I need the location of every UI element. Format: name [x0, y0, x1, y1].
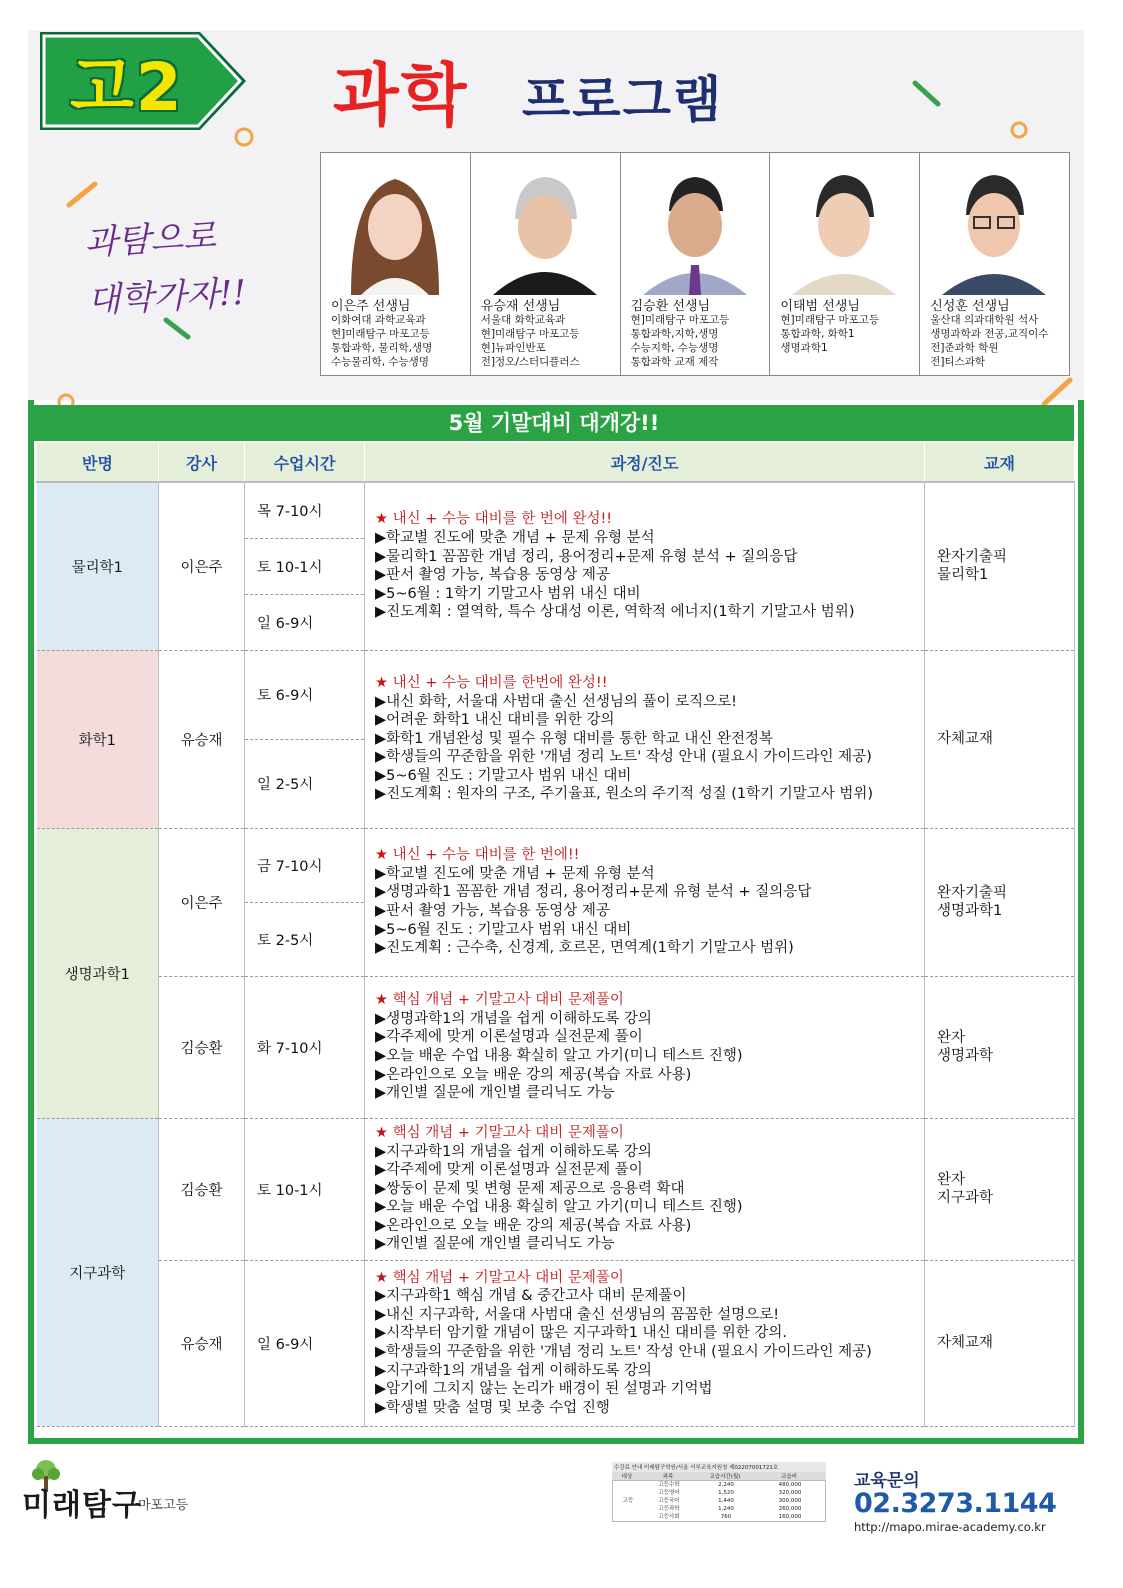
teacher-info-line: 통합과학, 화학1: [780, 328, 855, 340]
teacher-card: [321, 153, 471, 375]
teacher-info: [631, 313, 730, 369]
teacher-cell: 유승재: [159, 1260, 245, 1426]
star-icon: ★: [375, 992, 388, 1009]
star-icon: ★: [375, 847, 388, 864]
curriculum-headline: [375, 1124, 916, 1143]
fee-row: [643, 1489, 825, 1497]
time-cell: 일 6-9시: [245, 1260, 365, 1426]
contact-label: 교육문의: [854, 1471, 920, 1491]
curriculum-line: ▶지구과학1의 개념을 쉽게 이해하도록 강의: [375, 1362, 652, 1379]
teacher-info-line: 현]미래탐구 마포고등: [630, 314, 730, 326]
teacher-info-line: 수능물리학, 수능생명: [331, 356, 429, 368]
fee-row: [643, 1513, 825, 1521]
teacher-cell: 이은주: [159, 828, 245, 976]
textbook-line: 완자: [937, 1030, 966, 1046]
curriculum-line: ▶학교별 진도에 맞춘 개념 + 문제 유형 분석: [375, 530, 655, 547]
fee-cell: 300,000: [778, 1498, 802, 1504]
page-subtitle: 프로그램: [522, 71, 724, 129]
curriculum-line: ▶진도계획 : 열역학, 특수 상대성 이론, 역학적 에너지(1학기 기말고사 범위): [375, 604, 855, 621]
table-row: [37, 1260, 1075, 1426]
textbook-cell: [925, 828, 1075, 976]
curriculum-line: ▶내신 지구과학, 서울대 사범대 출신 선생님의 꼼꼼한 설명으로!: [375, 1306, 780, 1323]
table-row: [37, 828, 1075, 902]
time-cell: 토 6-9시: [245, 650, 365, 739]
fee-row: [643, 1497, 825, 1505]
curriculum-headline: [375, 510, 916, 529]
fee-header: 과목: [662, 1474, 674, 1480]
table-row: [37, 976, 1075, 1118]
headline-text: 핵심 개념 + 기말고사 대비 문제풀이: [392, 1124, 624, 1141]
column-header: 반명: [37, 443, 159, 483]
teacher-info-line: 현]미래탐구 마포고등: [480, 328, 580, 340]
headline-text: 핵심 개념 + 기말고사 대비 문제풀이: [392, 992, 624, 1009]
teacher-info-line: 현]미래탐구 마포고등: [331, 328, 430, 340]
time-cell: 토 10-1시: [245, 538, 365, 594]
time-cell: 화 7-10시: [245, 976, 365, 1118]
teacher-card: [471, 153, 621, 375]
fee-cell: 고등과학: [658, 1506, 680, 1512]
teacher-info-line: 생명과학과 전공,교직이수: [930, 328, 1049, 340]
teacher-info-line: 통합과학 교재 제작: [630, 356, 719, 368]
star-icon: ★: [375, 1269, 388, 1286]
fee-cell: 160,000: [778, 1514, 802, 1520]
banner-title: 5월 기말대비 대개강!!: [34, 405, 1074, 441]
textbook-line: 물리학1: [937, 567, 989, 584]
textbook-cell: [925, 976, 1075, 1118]
teacher-photo: [331, 161, 459, 295]
textbook-line: 자체교재: [937, 731, 994, 747]
headline-text: 내신 + 수능 대비를 한 번에!!: [392, 847, 580, 864]
subject-cell: 지구과학: [37, 1118, 159, 1426]
curriculum-line: ▶쌍둥이 문제 및 변형 문제 제공으로 응용력 확대: [375, 1180, 685, 1197]
schedule-table: [36, 442, 1075, 1427]
textbook-cell: [925, 482, 1075, 650]
teacher-profiles: [320, 152, 1070, 376]
teacher-cell: 유승재: [159, 650, 245, 828]
time-cell: 토 10-1시: [245, 1118, 365, 1260]
teacher-info: [331, 313, 432, 369]
teacher-info-line: 전]준과학 학원: [930, 342, 999, 354]
curriculum-line: ▶각주제에 맞게 이론설명과 실전문제 풀이: [375, 1162, 643, 1179]
curriculum-line: ▶개인별 질문에 개인별 클리닉도 가능: [375, 1236, 615, 1253]
textbook-cell: [925, 650, 1075, 828]
fee-cell: 고등수학: [658, 1482, 680, 1488]
fee-header-row: [612, 1472, 826, 1480]
curriculum-line: ▶물리학1 꼼꼼한 개념 정리, 용어정리+문제 유형 분석 + 질의응답: [375, 548, 798, 565]
teacher-cell: 이은주: [159, 482, 245, 650]
time-cell: 토 2-5시: [245, 902, 365, 976]
time-cell: 금 7-10시: [245, 828, 365, 902]
curriculum-line: ▶판서 촬영 가능, 복습용 동영상 제공: [375, 903, 610, 919]
teacher-cell: 김승환: [159, 976, 245, 1118]
curriculum-line: ▶5~6월 : 1학기 기말고사 범위 내신 대비: [375, 585, 641, 602]
curriculum-line: ▶생명과학1의 개념을 쉽게 이해하도록 강의: [375, 1010, 652, 1027]
column-header: 교재: [925, 443, 1075, 483]
fee-cell: 고등사회: [658, 1514, 680, 1520]
curriculum-line: ▶오늘 배운 수업 내용 확실히 알고 가기(미니 테스트 진행): [375, 1048, 743, 1064]
subject-cell: 화학1: [37, 650, 159, 828]
headline-text: 내신 + 수능 대비를 한 번에 완성!!: [392, 511, 613, 528]
subject-cell: 생명과학1: [37, 828, 159, 1118]
subject-cell: 물리학1: [37, 482, 159, 650]
headline-text: 내신 + 수능 대비를 한번에 완성!!: [392, 674, 608, 691]
curriculum-line: ▶판서 촬영 가능, 복습용 동영상 제공: [375, 567, 610, 584]
teacher-info-line: 이화여대 과학교육과: [331, 314, 426, 326]
curriculum-line: ▶각주제에 맞게 이론설명과 실전문제 풀이: [375, 1029, 643, 1046]
teacher-photo: [930, 161, 1058, 295]
curriculum-line: ▶생명과학1 꼼꼼한 개념 정리, 용어정리+문제 유형 분석 + 질의응답: [375, 884, 812, 901]
curriculum-line: ▶학생들의 꾸준함을 위한 '개념 정리 노트' 작성 안내 (필요시 가이드라인 제공): [375, 1344, 872, 1360]
table-header-row: [37, 443, 1075, 483]
textbook-cell: [925, 1118, 1075, 1260]
fee-cell: 760: [720, 1514, 732, 1520]
teacher-info-line: 통합과학, 물리학,생명: [331, 342, 433, 354]
table-row: [37, 650, 1075, 739]
teacher-info-line: 울산대 의과대학원 석사: [930, 314, 1039, 326]
textbook-line: 지구과학: [937, 1190, 994, 1206]
fee-cell: 260,000: [778, 1506, 802, 1512]
teacher-info-line: 현]뉴파인반포: [480, 342, 546, 354]
fee-row: [643, 1481, 825, 1489]
curriculum-line: ▶5~6월 진도 : 기말고사 범위 내신 대비: [375, 921, 632, 938]
curriculum-line: ▶개인별 질문에 개인별 클리닉도 가능: [375, 1085, 615, 1102]
academy-logo: 미래탐구: [22, 1488, 142, 1523]
fee-header: 대상: [621, 1474, 633, 1480]
curriculum-line: ▶진도계획 : 원자의 구조, 주기율표, 원소의 주기적 성질 (1학기 기말고사 범위): [375, 786, 874, 803]
teacher-cell: 김승환: [159, 1118, 245, 1260]
teacher-card: [770, 153, 920, 375]
slogan-line2: 대학가자!!: [86, 272, 248, 322]
teacher-info-line: 현]미래탐구 마포고등: [780, 314, 880, 326]
slogan: [83, 206, 249, 330]
curriculum-line: ▶어려운 화학1 내신 대비를 위한 강의: [375, 712, 615, 729]
curriculum-headline: [375, 674, 916, 693]
headline-text: 핵심 개념 + 기말고사 대비 문제풀이: [392, 1269, 624, 1286]
fee-header: 교습시간(월): [709, 1474, 741, 1480]
textbook-line: 자체교재: [937, 1335, 994, 1351]
teacher-info-line: 전]티스과학: [930, 356, 985, 368]
curriculum-line: ▶학생들의 꾸준함을 위한 '개념 정리 노트' 작성 안내 (필요시 가이드라인 제공): [375, 749, 872, 766]
curriculum-line: ▶진도계획 : 근수축, 신경계, 호르몬, 면역계(1학기 기말고사 범위): [375, 940, 794, 957]
curriculum-line: ▶오늘 배운 수업 내용 확실히 알고 가기(미니 테스트 진행): [375, 1199, 743, 1216]
column-header: 강사: [159, 443, 245, 483]
teacher-name: 이태범 선생님: [780, 299, 860, 314]
fee-cell: 480,000: [778, 1482, 802, 1488]
slogan-line1: 과탐으로: [83, 216, 217, 264]
teacher-photo: [481, 161, 609, 295]
curriculum-line: ▶학생별 맞춤 설명 및 보충 수업 진행: [375, 1399, 610, 1416]
teacher-name: 신성훈 선생님: [930, 299, 1010, 314]
time-cell: 목 7-10시: [245, 482, 365, 538]
curriculum-cell: [365, 650, 925, 828]
teacher-card: [920, 153, 1069, 375]
curriculum-headline: [375, 1269, 916, 1288]
curriculum-line: ▶내신 화학, 서울대 사범대 출신 선생님의 풀이 로직으로!: [375, 693, 737, 710]
teacher-info-line: 전]정오/스터디플러스: [480, 356, 580, 368]
fee-cell: 1,240: [718, 1506, 734, 1512]
teacher-name: 김승환 선생님: [630, 299, 711, 314]
curriculum-line: ▶암기에 그치지 않는 논리가 배경이 된 설명과 기억법: [375, 1381, 713, 1398]
fee-cell: 1,520: [718, 1490, 734, 1496]
contact-phone[interactable]: 02.3273.1144: [854, 1488, 1057, 1519]
curriculum-line: ▶학교별 진도에 맞춘 개념 + 문제 유형 분석: [375, 865, 655, 882]
textbook-line: 완자: [937, 1172, 966, 1188]
curriculum-cell: [365, 976, 925, 1118]
textbook-line: 완자기출픽: [937, 549, 1008, 566]
fee-row: [643, 1505, 825, 1513]
fee-cell: 320,000: [778, 1490, 802, 1496]
fee-table: [612, 1462, 826, 1534]
table-row: [37, 482, 1075, 538]
teacher-info: [481, 313, 580, 369]
curriculum-headline: [375, 991, 916, 1010]
teacher-info-line: 통합과학,지학,생명: [630, 328, 719, 340]
fee-cell: 고등영어: [658, 1490, 680, 1496]
curriculum-line: ▶지구과학1 핵심 개념 & 중간고사 대비 문제풀이: [375, 1288, 687, 1305]
time-cell: 일 2-5시: [245, 739, 365, 828]
teacher-photo: [631, 161, 759, 295]
curriculum-cell: [365, 828, 925, 976]
teacher-info: [780, 313, 879, 355]
curriculum-cell: [365, 482, 925, 650]
star-icon: ★: [375, 674, 388, 691]
textbook-line: 생명과학1: [937, 903, 1003, 919]
curriculum-line: ▶시작부터 암기할 개념이 많은 지구과학1 내신 대비를 위한 강의.: [375, 1325, 788, 1342]
star-icon: ★: [375, 1124, 388, 1141]
table-row: [37, 1118, 1075, 1260]
curriculum-line: ▶5~6월 진도 : 기말고사 범위 내신 대비: [375, 767, 632, 784]
curriculum-line: ▶화학1 개념완성 및 필수 유형 대비를 통한 학교 내신 완전정복: [375, 730, 774, 747]
fee-cell: 2,240: [718, 1482, 734, 1488]
website-link[interactable]: http://mapo.mirae-academy.co.kr: [854, 1520, 1046, 1534]
textbook-line: 완자기출픽: [937, 885, 1008, 901]
curriculum-line: ▶온라인으로 오늘 배운 강의 제공(복습 자료 사용): [375, 1217, 692, 1234]
fee-body: [612, 1480, 826, 1522]
textbook-line: 생명과학: [937, 1048, 994, 1064]
teacher-name: 유승재 선생님: [480, 299, 561, 314]
fee-target: 고등: [622, 1498, 634, 1504]
textbook-cell: [925, 1260, 1075, 1426]
curriculum-cell: [365, 1260, 925, 1426]
column-header: 수업시간: [245, 443, 365, 483]
curriculum-headline: [375, 846, 916, 865]
column-header: 과정/진도: [365, 443, 925, 483]
grade-label: 고2: [70, 49, 184, 126]
curriculum-line: ▶지구과학1의 개념을 쉽게 이해하도록 강의: [375, 1143, 652, 1160]
teacher-card: [621, 153, 771, 375]
fee-header: 교습비: [781, 1474, 797, 1480]
fee-title: 수강료 안내 미래탐구학원/서울 서부교육지원청 제02207001721호: [612, 1462, 826, 1472]
academy-branch: 마포고등: [138, 1498, 189, 1513]
teacher-info: [930, 313, 1048, 369]
teacher-name: 이은주 선생님: [331, 299, 411, 314]
teacher-info-line: 서울대 화학교육과: [480, 314, 566, 326]
curriculum-cell: [365, 1118, 925, 1260]
time-cell: 일 6-9시: [245, 594, 365, 650]
teacher-photo: [780, 161, 908, 295]
star-icon: ★: [375, 511, 388, 528]
teacher-info-line: 생명과학1: [780, 342, 828, 354]
curriculum-line: ▶온라인으로 오늘 배운 강의 제공(복습 자료 사용): [375, 1066, 692, 1083]
fee-cell: 고등국어: [658, 1498, 680, 1504]
page-title: 과학: [333, 57, 469, 136]
fee-cell: 1,440: [718, 1498, 734, 1504]
teacher-info-line: 수능지학, 수능생명: [630, 342, 719, 354]
fee-rows: [643, 1481, 825, 1521]
